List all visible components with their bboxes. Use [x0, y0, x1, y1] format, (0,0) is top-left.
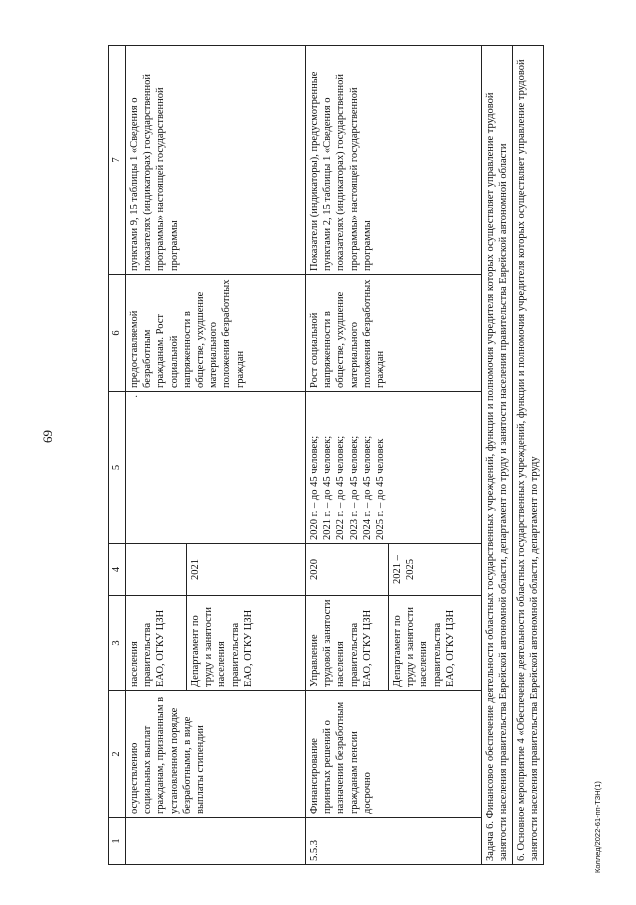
result-line: 2020 г. – до 45 человек;	[309, 435, 320, 540]
row-b-year-bottom: 2021 – 2025	[392, 555, 417, 584]
row-b-consequences: Рост социальной напряженности в обществе, ухудшение материального положения безработных граждан	[306, 275, 482, 392]
rotated-table-area	[108, 59, 573, 865]
row-b-indicators: Показатели (индикаторы), предусмотренные пунктами 2, 15 таблицы 1 «Сведения о показателях (индикаторах) государственной программы» настоящей государственной программы	[306, 46, 482, 275]
row-b-years	[306, 544, 482, 596]
row-a-result: .	[126, 392, 306, 544]
row-b-executor-bottom: Департамент по труду и занятости населения правительства ЕАО, ОГКУ ЦЗН	[392, 607, 456, 687]
row-a-executor-bottom: Департамент по труду и занятости населения правительства ЕАО, ОГКУ ЦЗН	[190, 607, 254, 687]
document-code: Коллед/2022-61-пп-ТЗН(1)	[593, 781, 602, 873]
table-row	[126, 46, 306, 865]
row-b-measure: Финансирование принятых решений о назначении безработным гражданам пенсии досрочно	[306, 691, 482, 818]
task-row	[482, 46, 513, 865]
table-header-row	[109, 46, 126, 865]
row-a-consequences: предоставляемой безработным гражданам. Рост социальной напряженности в обществе, ухудшение материального положения безработных граждан	[126, 275, 306, 392]
header-col-7: 7	[109, 46, 126, 275]
header-col-2: 2	[109, 691, 126, 818]
measure-6-text: 6. Основное мероприятие 4 «Обеспечение деятельности областных государственных учреждений, функции и полномочия учредителя которых осуществляет управление трудовой занятости населения правительства Еврейской автономной области, департамент по труду	[513, 46, 544, 865]
row-a-indicators: пунктами 9, 15 таблицы 1 «Сведения о показателях (индикаторах) государственной программы» настоящей государственной программы	[126, 46, 306, 275]
row-a-year-bottom: 2021	[190, 559, 201, 580]
header-col-5: 5	[109, 392, 126, 544]
row-b-number: 5.5.3	[306, 818, 482, 865]
table-row	[306, 46, 482, 865]
row-b-results	[306, 392, 482, 544]
row-b-executors	[306, 596, 482, 691]
row-a-years	[126, 544, 306, 596]
result-line: 2022 г. – до 45 человек;	[335, 435, 347, 540]
measures-table	[108, 45, 544, 865]
measure-row	[513, 46, 544, 865]
row-a-year-top	[126, 544, 187, 595]
row-a-measure: осуществлению социальных выплат гражданам, признанным в установленном порядке безработными, в виде выплаты стипендии	[126, 691, 306, 818]
result-line: 2024 г. – до 45 человек;	[361, 435, 373, 540]
row-b-executor-top: Управление трудовой занятости населения правительства ЕАО, ОГКУ ЦЗН	[306, 596, 389, 690]
task-6-text: Задача 6. Финансовое обеспечение деятельности областных государственных учреждений, функции и полномочия учредителя которых осуществляет управление трудовой занятости населения правительства Еврейской автономной области, департамент по труду и занятости населения правительства Еврейской автономной области	[482, 46, 513, 865]
row-a-executor-top: населения правительства ЕАО, ОГКУ ЦЗН	[126, 596, 187, 690]
header-col-4: 4	[109, 544, 126, 596]
header-col-1: 1	[109, 818, 126, 865]
row-a-executors	[126, 596, 306, 691]
result-line: 2023 г. – до 45 человек;	[348, 435, 360, 540]
result-line: 2025 г. – до 45 человек	[375, 438, 387, 540]
result-line: 2021 г. – до 45 человек;	[322, 435, 334, 540]
page-number: 69	[40, 430, 55, 443]
header-col-3: 3	[109, 596, 126, 691]
header-col-6: 6	[109, 275, 126, 392]
row-a-number	[126, 818, 306, 865]
row-b-year-top: 2020	[306, 544, 389, 595]
